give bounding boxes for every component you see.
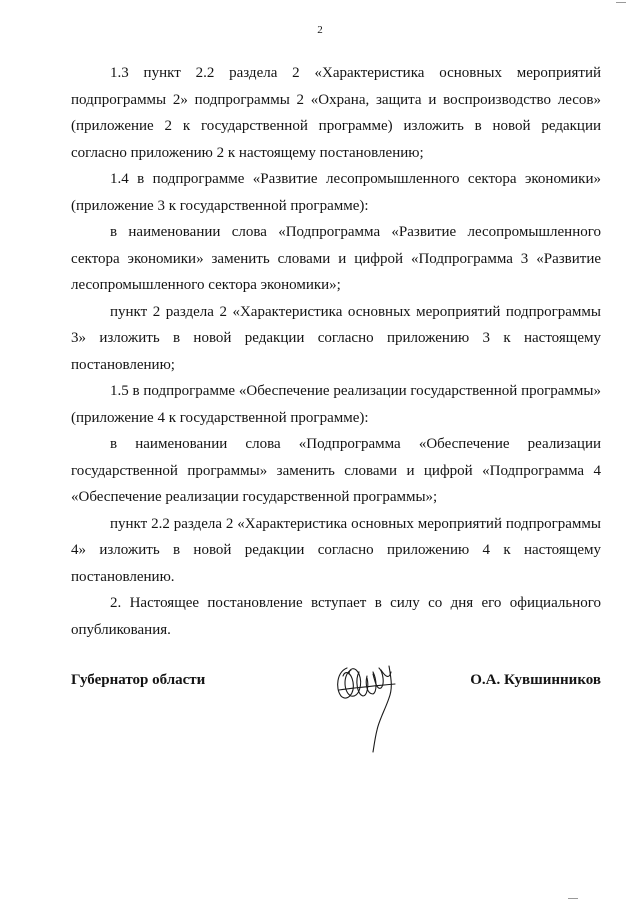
document-body	[71, 60, 601, 643]
signer-name: О.А. Кувшинников	[470, 672, 601, 688]
paragraph-1-4: 1.4 в подпрограмме «Развитие лесопромышленного сектора экономики» (приложение 3 к государственной программе):	[71, 171, 601, 214]
signer-title: Губернатор области	[71, 672, 206, 688]
corner-mark-top	[616, 2, 626, 3]
handwritten-signature-icon	[333, 658, 403, 758]
paragraph-1-5-item: пункт 2.2 раздела 2 «Характеристика основных мероприятий подпрограммы 4» изложить в новой редакции согласно приложению 4 к настоящему постановлению.	[71, 515, 601, 585]
paragraph-1-5: 1.5 в подпрограмме «Обеспечение реализации государственной программы» (приложение 4 к государственной программе):	[71, 383, 601, 426]
paragraph-1-5-name: в наименовании слова «Подпрограмма «Обеспечение реализации государственной программы» заменить словами и цифрой «Подпрограмма 4 «Обеспечение реализации государственной программы»;	[71, 436, 601, 505]
paragraph-1-4-name: в наименовании слова «Подпрограмма «Развитие лесопромышленного сектора экономики» заменить словами и цифрой «Подпрограмма 3 «Развитие лесопромышленного сектора экономики»;	[71, 224, 601, 293]
signature-block	[71, 658, 601, 768]
corner-mark-bottom	[568, 898, 578, 899]
paragraph-2: 2. Настоящее постановление вступает в силу со дня его официального опубликования.	[71, 595, 601, 638]
paragraph-1-4-item: пункт 2 раздела 2 «Характеристика основных мероприятий подпрограммы 3» изложить в новой редакции согласно приложению 3 к настоящему постановлению;	[71, 303, 601, 373]
paragraph-1-3: 1.3 пункт 2.2 раздела 2 «Характеристика основных мероприятий подпрограммы 2» подпрограммы 2 «Охрана, защита и воспроизводство лесов» (приложение 2 к государственной программе) изложить в новой редакции согласно приложению 2 к настоящему постановлению;	[71, 65, 601, 161]
page-number: 2	[317, 24, 323, 36]
